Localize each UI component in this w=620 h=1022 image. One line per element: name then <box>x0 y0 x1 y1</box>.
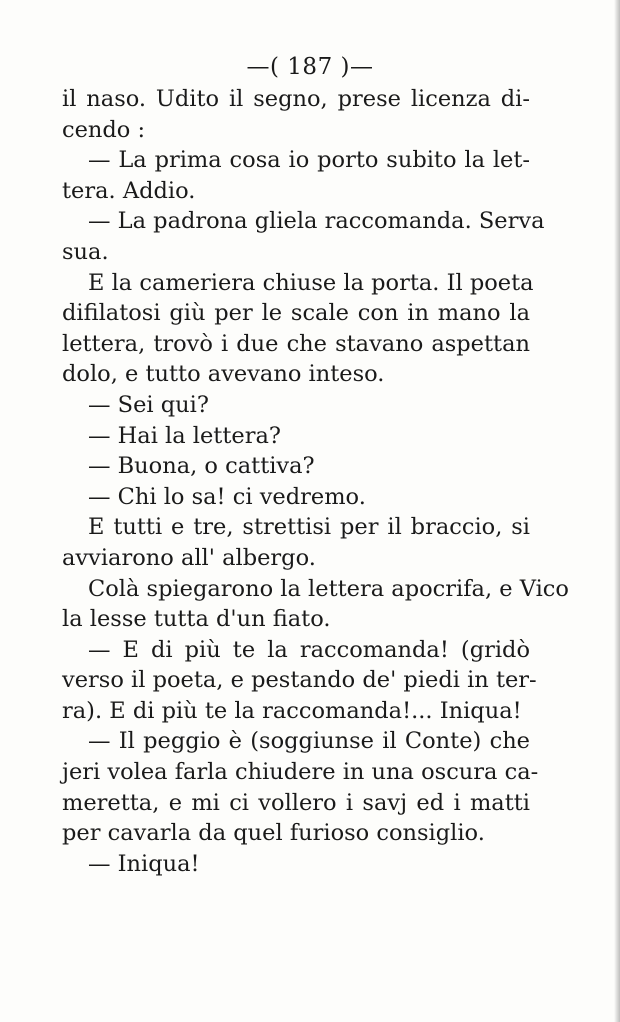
page-edge-shadow <box>614 0 620 1022</box>
text-line: per cavarla da quel furioso consiglio. <box>62 820 485 847</box>
text-line: jeri volea farla chiudere in una oscura ca- <box>62 759 539 786</box>
text-line: — Chi lo sa! ci vedremo. <box>88 483 366 510</box>
text-line: — E di più te la raccomanda! (gridò <box>88 636 530 663</box>
text-line: sua. <box>62 238 109 265</box>
text-line: E la cameriera chiuse la porta. Il poeta <box>88 269 534 296</box>
text-line: il naso. Udito il segno, prese licenza di- <box>62 86 530 112</box>
text-line: ra). E di più te la raccomanda!... Iniqua! <box>62 697 522 724</box>
text-line: — Il peggio è (soggiunse il Conte) che <box>88 728 530 755</box>
text-line: — La padrona gliela raccomanda. Serva <box>88 208 545 235</box>
text-line: avviarono all' albergo. <box>62 544 316 571</box>
text-line: lettera, trovò i due che stavano aspettan <box>62 330 530 357</box>
text-line: tera. Addio. <box>62 177 196 204</box>
text-line: verso il poeta, e pestando de' piedi in ter- <box>62 667 537 694</box>
text-line: — Buona, o cattiva? <box>88 453 315 480</box>
text-line: E tutti e tre, strettisi per il braccio, si <box>88 514 530 541</box>
text-line: Colà spiegarono la lettera apocrifa, e Vico <box>88 575 569 602</box>
text-line: la lesse tutta d'un fiato. <box>62 606 331 633</box>
text-line: cendo : <box>62 116 146 143</box>
text-line: — Hai la lettera? <box>88 422 281 449</box>
page-number: —( 187 )— <box>246 54 374 80</box>
text-line: difilatosi giù per le scale con in mano la <box>62 300 530 327</box>
text-line: — Iniqua! <box>88 850 200 877</box>
page-text <box>62 84 569 879</box>
text-line: meretta, e mi ci vollero i savj ed i matti <box>62 789 530 816</box>
text-line: — Sei qui? <box>88 391 209 418</box>
text-line: dolo, e tutto avevano inteso. <box>62 361 385 388</box>
text-line: — La prima cosa io porto subito la let- <box>88 147 530 174</box>
